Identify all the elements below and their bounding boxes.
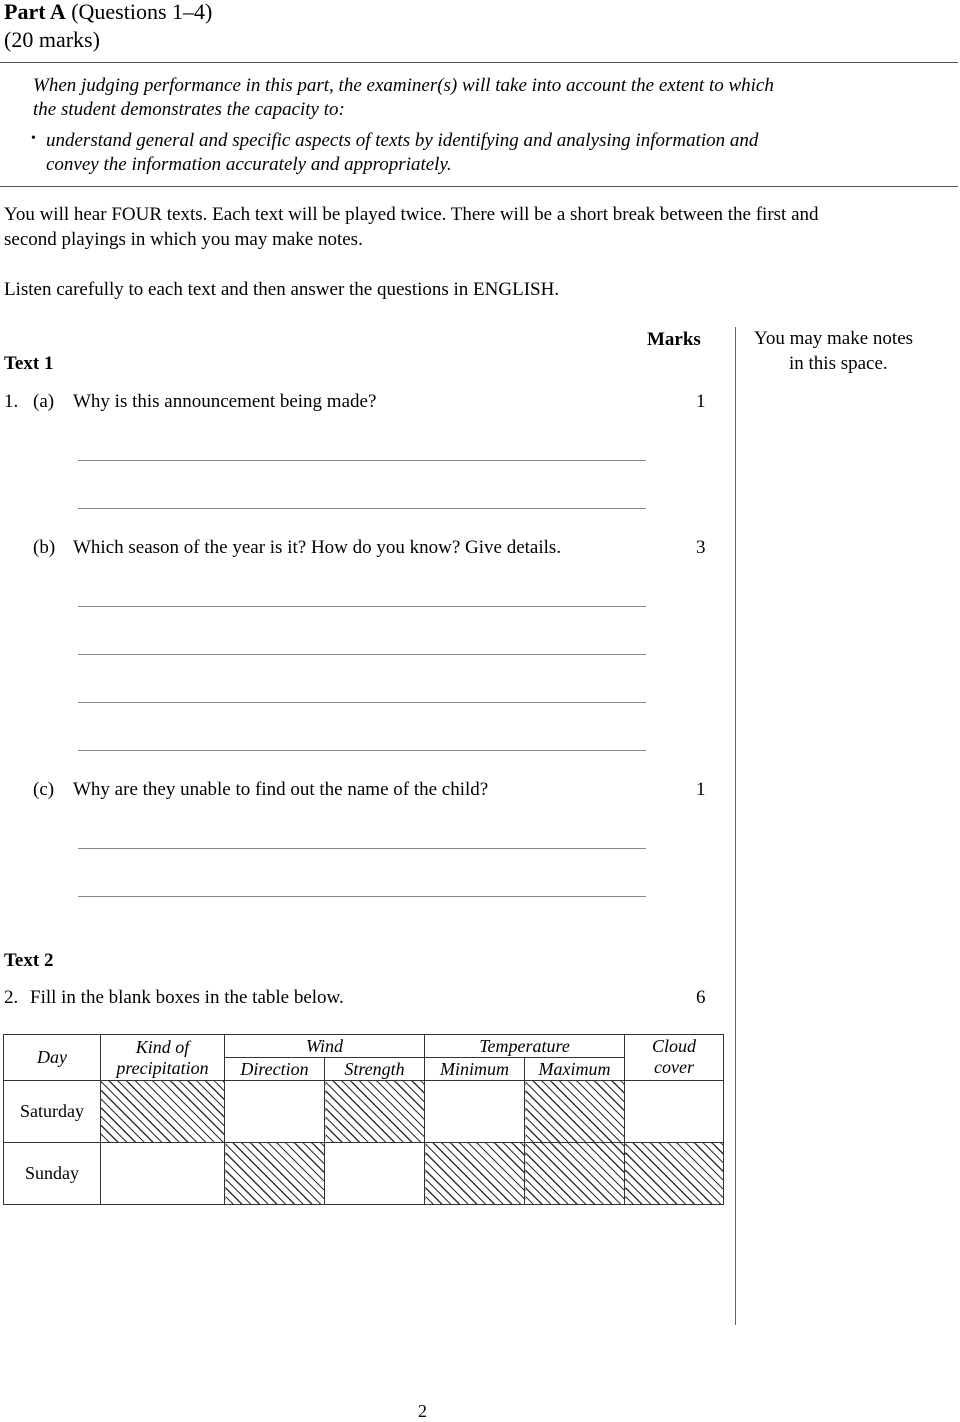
sun-temp-max-cell [525, 1143, 625, 1205]
q1a-marks: 1 [696, 391, 706, 412]
header-temp-max: Maximum [525, 1058, 625, 1081]
q1b-question: Which season of the year is it? How do you know? Give details. [73, 537, 562, 558]
sat-precipitation-cell [101, 1081, 225, 1143]
criteria-bullet-1: understand general and specific aspects of texts by identifying and analysing information and [46, 130, 759, 151]
q1b-answer-line-1[interactable] [78, 606, 646, 607]
instructions-3: Listen carefully to each text and then answer the questions in ENGLISH. [4, 279, 560, 300]
table-row [4, 1143, 724, 1205]
q1b-answer-line-4[interactable] [78, 750, 646, 751]
header-cloud-2: cover [654, 1057, 695, 1077]
q1c-answer-line-1[interactable] [78, 848, 646, 849]
notes-column-divider [735, 327, 736, 1325]
header-precipitation-2: precipitation [116, 1057, 209, 1078]
notes-heading-2: in this space. [789, 353, 888, 374]
q1c-question: Why are they unable to find out the name of the child? [73, 779, 489, 800]
sat-temp-max-cell [525, 1081, 625, 1143]
header-precipitation-1: Kind of [135, 1036, 190, 1057]
weather-table [3, 1034, 724, 1205]
day-sunday: Sunday [4, 1143, 101, 1205]
sat-temp-min-cell[interactable] [425, 1081, 525, 1143]
header-cloud-1: Cloud [652, 1036, 697, 1056]
q1a-question: Why is this announcement being made? [73, 391, 377, 412]
header-wind-strength: Strength [325, 1058, 425, 1081]
page-number: 2 [418, 1401, 427, 1421]
instructions-1: You will hear FOUR texts. Each text will be played twice. There will be a short break between the first and [4, 204, 819, 225]
notes-heading-1: You may make notes [754, 328, 914, 349]
part-label: Part A [4, 0, 66, 24]
header-wind: Wind [225, 1035, 425, 1058]
q1c-marks: 1 [696, 779, 706, 800]
header-day: Day [4, 1035, 101, 1081]
criteria-bullet-2: convey the information accurately and appropriately. [46, 154, 452, 175]
q2-number: 2. [4, 987, 19, 1008]
text1-heading: Text 1 [4, 353, 54, 374]
q1a-number: 1. [4, 391, 19, 412]
q1c-answer-line-2[interactable] [78, 896, 646, 897]
header-temp-min: Minimum [425, 1058, 525, 1081]
sun-wind-direction-cell [225, 1143, 325, 1205]
marks-total: (20 marks) [4, 27, 100, 52]
q1c-part: (c) [33, 779, 55, 800]
sun-wind-strength-cell[interactable] [325, 1143, 425, 1205]
sun-precipitation-cell[interactable] [101, 1143, 225, 1205]
q2-marks: 6 [696, 987, 706, 1008]
sat-cloud-cover-cell[interactable] [625, 1081, 724, 1143]
bullet-icon: • [31, 131, 36, 146]
sat-wind-direction-cell[interactable] [225, 1081, 325, 1143]
sun-cloud-cover-cell [625, 1143, 724, 1205]
criteria-intro-2: the student demonstrates the capacity to: [33, 99, 345, 120]
header-cloud-cover [625, 1035, 724, 1081]
header-temperature: Temperature [425, 1035, 625, 1058]
q1b-answer-line-3[interactable] [78, 702, 646, 703]
sun-temp-min-cell [425, 1143, 525, 1205]
q1b-marks: 3 [696, 537, 706, 558]
page-header [4, 0, 212, 25]
q1a-part: (a) [33, 391, 55, 412]
header-precipitation [101, 1035, 225, 1081]
instructions-2: second playings in which you may make notes. [4, 229, 363, 250]
q2-question: Fill in the blank boxes in the table below. [30, 987, 344, 1008]
sat-wind-strength-cell [325, 1081, 425, 1143]
table-row [4, 1081, 724, 1143]
header-wind-direction: Direction [225, 1058, 325, 1081]
q1b-part: (b) [33, 537, 56, 558]
text2-heading: Text 2 [4, 950, 54, 971]
q1a-answer-line-1[interactable] [78, 460, 646, 461]
criteria-intro-1: When judging performance in this part, the examiner(s) will take into account the extent to which [33, 75, 774, 96]
top-rule [0, 62, 958, 63]
day-saturday: Saturday [4, 1081, 101, 1143]
questions-range: (Questions 1–4) [71, 0, 213, 24]
q1b-answer-line-2[interactable] [78, 654, 646, 655]
marks-heading: Marks [647, 329, 701, 350]
criteria-rule [0, 186, 958, 187]
q1a-answer-line-2[interactable] [78, 508, 646, 509]
